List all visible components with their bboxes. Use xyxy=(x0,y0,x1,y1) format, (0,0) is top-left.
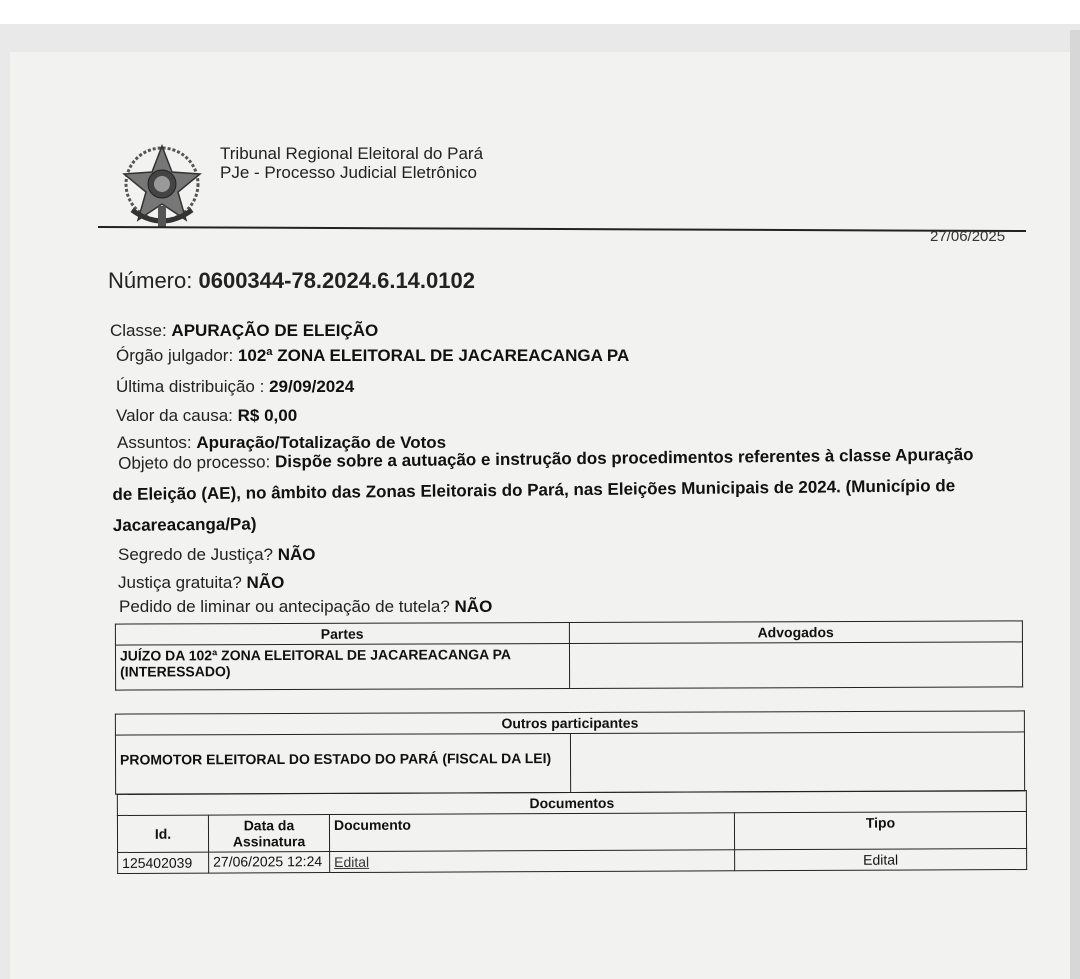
partes-header: Partes xyxy=(115,623,569,646)
classe-label: Classe: xyxy=(110,321,167,340)
top-strip xyxy=(0,0,1080,24)
valor-value: R$ 0,00 xyxy=(237,406,298,425)
assuntos-label: Assuntos: xyxy=(117,433,192,452)
liminar-value: NÃO xyxy=(454,597,493,616)
parte-cell: JUÍZO DA 102ª ZONA ELEITORAL DE JACAREACANGA PA (INTERESSADO) xyxy=(115,644,569,691)
advogados-header: Advogados xyxy=(569,621,1023,644)
outros-header: Outros participantes xyxy=(115,711,1024,735)
objeto-field xyxy=(112,439,993,541)
valor-label: Valor da causa: xyxy=(116,406,233,425)
doc-tipo-cell: Edital xyxy=(735,849,1027,871)
doc-documento-cell xyxy=(330,850,735,873)
orgao-label: Órgão julgador: xyxy=(116,346,234,365)
assuntos-value: Apuração/Totalização de Votos xyxy=(196,433,447,452)
classe-field xyxy=(110,321,378,341)
distribuicao-field xyxy=(116,377,354,397)
system-name: PJe - Processo Judicial Eletrônico xyxy=(220,163,478,182)
table-row xyxy=(115,732,1024,794)
objeto-value: Dispõe sobre a autuação e instrução dos procedimentos referentes à classe Apuração de Eleição (AE), no âmbito das Zonas Eleitorais do Pará, nas Eleições Municipais de 2024. (Município de Jacareacanga/Pa) xyxy=(112,444,974,535)
gratuita-label: Justiça gratuita? xyxy=(118,573,242,592)
partes-table xyxy=(115,620,1023,690)
orgao-field xyxy=(116,346,629,366)
liminar-label: Pedido de liminar ou antecipação de tutela? xyxy=(119,597,450,616)
documentos-table xyxy=(117,790,1027,874)
court-name: Tribunal Regional Eleitoral do Pará xyxy=(220,144,484,163)
brazil-coat-of-arms-icon xyxy=(118,140,206,232)
segredo-label: Segredo de Justiça? xyxy=(118,545,273,564)
participante-extra-cell xyxy=(570,732,1025,793)
documento-link[interactable]: Edital xyxy=(334,853,370,871)
page-edge xyxy=(1070,30,1080,979)
print-date: 27/06/2025 xyxy=(930,228,1006,245)
table-row xyxy=(115,642,1022,690)
valor-field xyxy=(116,406,297,426)
outros-participantes-table xyxy=(115,710,1025,794)
distribuicao-value: 29/09/2024 xyxy=(269,377,355,396)
numero-value: 0600344-78.2024.6.14.0102 xyxy=(198,268,475,293)
documento-header: Documento xyxy=(329,813,734,852)
distribuicao-label: Última distribuição : xyxy=(116,377,265,396)
participante-cell: PROMOTOR ELEITORAL DO ESTADO DO PARÁ (FISCAL DA LEI) xyxy=(115,734,570,795)
doc-id-cell: 125402039 xyxy=(118,852,209,873)
gratuita-value: NÃO xyxy=(246,573,285,592)
tipo-header: Tipo xyxy=(734,812,1026,850)
segredo-field xyxy=(118,545,316,565)
liminar-field xyxy=(119,597,492,617)
doc-data-cell: 27/06/2025 12:24 xyxy=(209,852,330,874)
numero-label: Número: xyxy=(108,268,193,293)
process-number xyxy=(108,268,475,294)
segredo-value: NÃO xyxy=(277,545,316,564)
court-header xyxy=(220,144,483,182)
advogado-cell xyxy=(569,642,1023,689)
documentos-header: Documentos xyxy=(117,791,1026,816)
data-header: Data da Assinatura xyxy=(208,815,329,853)
table-row xyxy=(118,849,1027,874)
id-header: Id. xyxy=(117,815,208,852)
orgao-value: 102ª ZONA ELEITORAL DE JACAREACANGA PA xyxy=(237,346,630,365)
classe-value: APURAÇÃO DE ELEIÇÃO xyxy=(171,321,379,340)
gratuita-field xyxy=(118,573,284,593)
objeto-label: Objeto do processo: xyxy=(118,452,271,473)
